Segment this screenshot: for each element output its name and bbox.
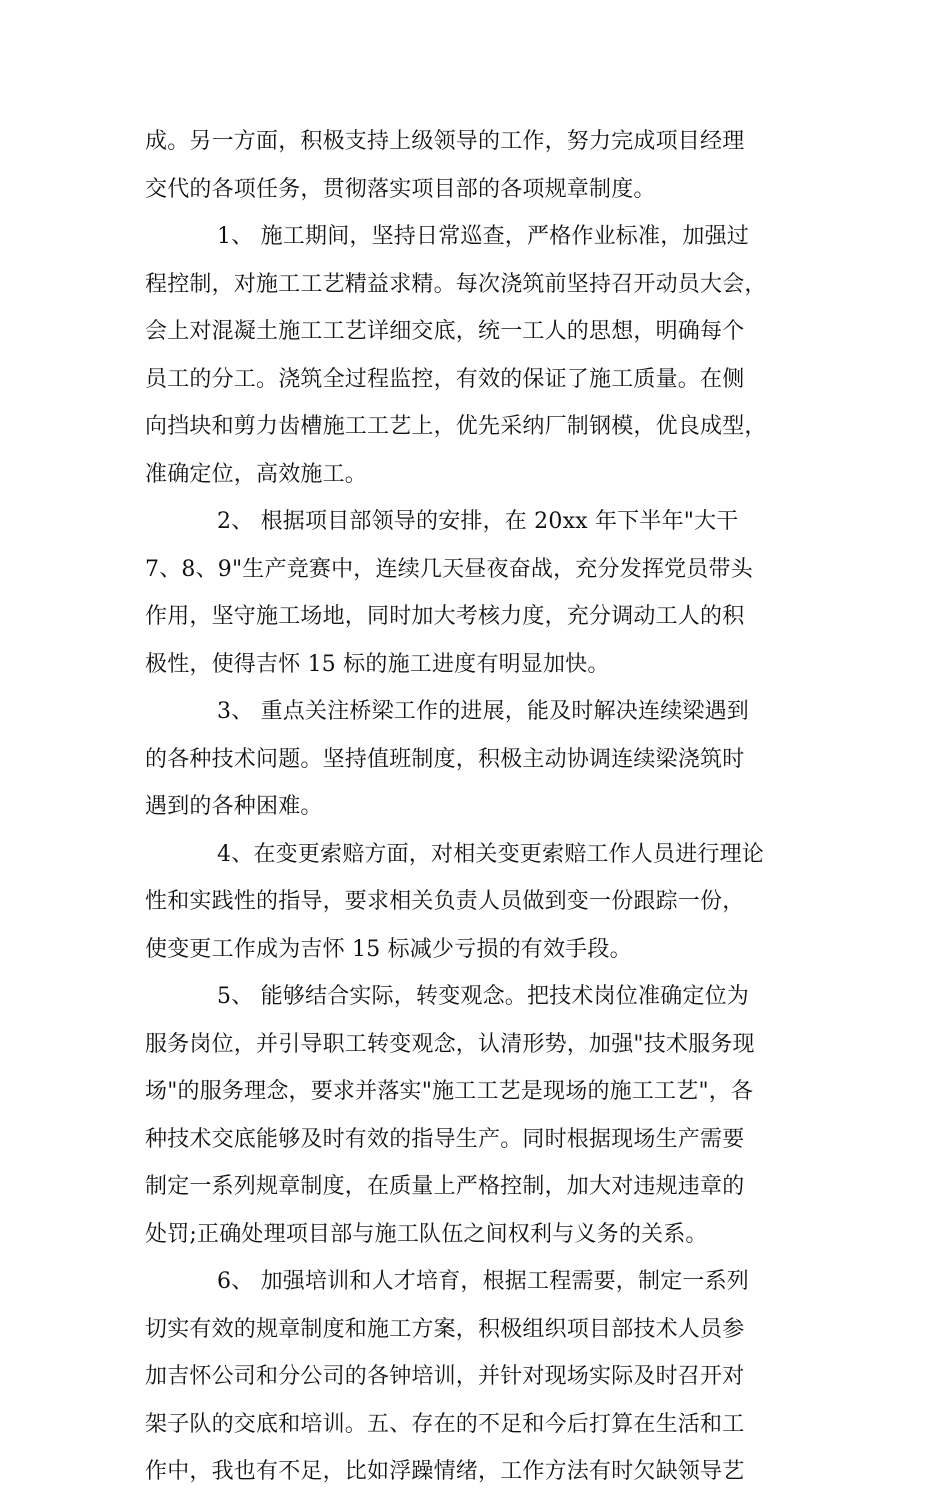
text-line: 架子队的交底和培训。五、存在的不足和今后打算在生活和工 <box>145 1411 745 1437</box>
text-line: 作中，我也有不足，比如浮躁情绪，工作方法有时欠缺领导艺 <box>145 1459 745 1484</box>
text-line: 种技术交底能够及时有效的指导生产。同时根据现场生产需要 <box>145 1126 745 1152</box>
text-line: 程控制，对施工工艺精益求精。每次浇筑前坚持召开动员大会， <box>145 271 767 297</box>
text-line: 服务岗位，并引导职工转变观念，认清形势，加强"技术服务现 <box>145 1031 755 1057</box>
text-line: 性和实践性的指导，要求相关负责人员做到变一份跟踪一份， <box>145 889 745 914</box>
paragraph-2-start: 2、 根据项目部领导的安排，在 20xx 年下半年"大干 <box>217 509 739 534</box>
text-line: 制定一系列规章制度，在质量上严格控制，加大对违规违章的 <box>145 1174 745 1199</box>
text-line: 极性，使得吉怀 15 标的施工进度有明显加快。 <box>145 651 610 677</box>
text-line: 遇到的各种困难。 <box>145 794 323 819</box>
text-line: 准确定位，高效施工。 <box>145 461 368 487</box>
text-line: 作用，坚守施工场地，同时加大考核力度，充分调动工人的积 <box>145 604 745 629</box>
text-line: 向挡块和剪力齿槽施工工艺上，优先采纳厂制钢模，优良成型， <box>145 414 767 439</box>
paragraph-4-start: 4、在变更索赔方面，对相关变更索赔工作人员进行理论 <box>217 841 764 867</box>
text-line: 会上对混凝土施工工艺详细交底，统一工人的思想，明确每个 <box>145 319 745 344</box>
text-line: 员工的分工。浇筑全过程监控，有效的保证了施工质量。在侧 <box>145 366 745 392</box>
document-body <box>145 118 805 1496</box>
paragraph-6-start: 6、 加强培训和人才培育，根据工程需要，制定一系列 <box>217 1269 749 1294</box>
paragraph-3-start: 3、 重点关注桥梁工作的进展，能及时解决连续梁遇到 <box>217 699 749 724</box>
text-line: 切实有效的规章制度和施工方案，积极组织项目部技术人员参 <box>145 1316 745 1342</box>
text-line: 交代的各项任务，贯彻落实项目部的各项规章制度。 <box>145 176 656 202</box>
text-line: 的各种技术问题。坚持值班制度，积极主动协调连续梁浇筑时 <box>145 746 745 772</box>
text-line: 7、8、9"生产竞赛中，连续几天昼夜奋战，充分发挥党员带头 <box>145 556 753 582</box>
text-line: 处罚;正确处理项目部与施工队伍之间权利与义务的关系。 <box>145 1221 708 1247</box>
text-line: 场"的服务理念，要求并落实"施工工艺是现场的施工工艺"，各 <box>145 1079 754 1104</box>
text-line: 加吉怀公司和分公司的各钟培训，并针对现场实际及时召开对 <box>145 1364 745 1389</box>
text-line: 使变更工作成为吉怀 15 标减少亏损的有效手段。 <box>145 936 632 962</box>
paragraph-1-start: 1、 施工期间，坚持日常巡查，严格作业标准，加强过 <box>217 224 749 249</box>
text-line: 成。另一方面，积极支持上级领导的工作，努力完成项目经理 <box>145 129 745 154</box>
paragraph-5-start: 5、 能够结合实际，转变观念。把技术岗位准确定位为 <box>217 984 749 1009</box>
